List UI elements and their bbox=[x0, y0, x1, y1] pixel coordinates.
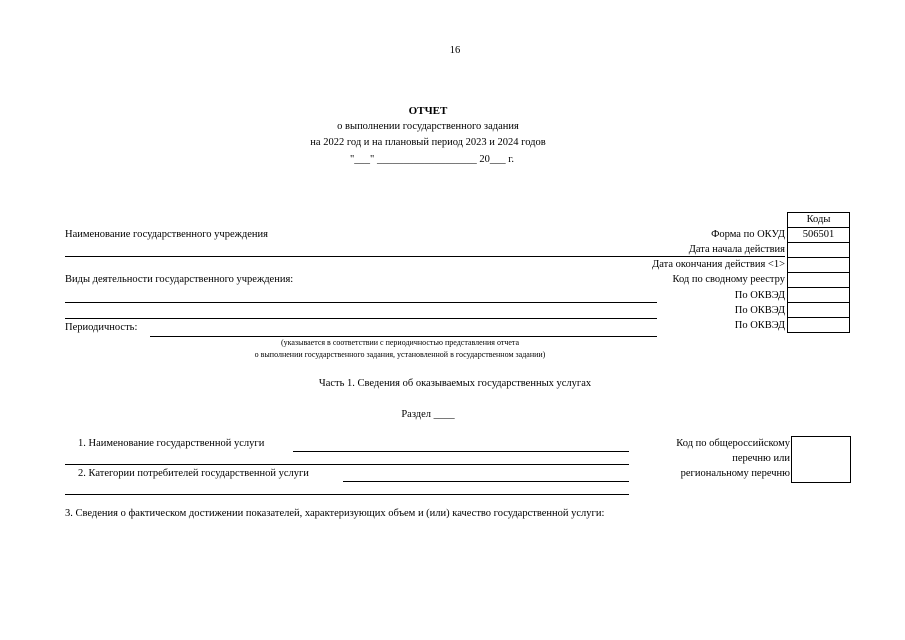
label-start-date: Дата начала действия bbox=[688, 244, 785, 255]
item1-label: 1. Наименование государственной услуги bbox=[78, 438, 265, 449]
activities-line-1 bbox=[65, 302, 657, 303]
start-date-cell bbox=[788, 243, 850, 258]
report-date-line: "___" ___________________ 20___ г. bbox=[350, 154, 514, 165]
periodicity-note-1: (указывается в соответствии с периодичностью представления отчета bbox=[280, 338, 520, 347]
section-label: Раздел ____ bbox=[401, 409, 455, 420]
item2-label: 2. Категории потребителей государственной услуги bbox=[78, 468, 309, 479]
item1-line-2 bbox=[65, 464, 629, 465]
item1-line bbox=[293, 451, 629, 452]
report-title: ОТЧЕТ bbox=[408, 105, 448, 117]
code-label-2: перечню или bbox=[732, 453, 790, 464]
code-label-3: региональному перечню bbox=[680, 468, 790, 479]
okved3-cell bbox=[788, 318, 850, 333]
activities-label: Виды деятельности государственного учреждения: bbox=[65, 274, 294, 285]
end-date-cell bbox=[788, 258, 850, 273]
page-number: 16 bbox=[449, 45, 461, 56]
code-label-1: Код по общероссийскому bbox=[676, 438, 790, 449]
label-registry: Код по сводному реестру bbox=[672, 274, 785, 285]
periodicity-line bbox=[150, 336, 657, 337]
codes-header: Коды bbox=[788, 213, 850, 228]
activities-line-2 bbox=[65, 318, 657, 319]
registry-cell bbox=[788, 273, 850, 288]
okved1-cell bbox=[788, 288, 850, 303]
label-okved-2: По ОКВЭД bbox=[734, 305, 785, 316]
institution-name-line bbox=[65, 256, 785, 257]
label-okved-1: По ОКВЭД bbox=[734, 290, 785, 301]
codes-table bbox=[787, 212, 850, 333]
periodicity-note-2: о выполнении государственного задания, установленной в государственном задании) bbox=[254, 350, 546, 359]
periodicity-label: Периодичность: bbox=[65, 322, 138, 333]
report-subtitle-1: о выполнении государственного задания bbox=[337, 121, 519, 132]
item2-line bbox=[343, 481, 629, 482]
part1-title: Часть 1. Сведения об оказываемых государственных услугах bbox=[318, 378, 592, 389]
report-subtitle-2: на 2022 год и на плановый период 2023 и 2024 годов bbox=[310, 137, 546, 148]
service-code-box bbox=[791, 436, 851, 483]
item3-label: 3. Сведения о фактическом достижении показателей, характеризующих объем и (или) качество государственной услуги: bbox=[65, 508, 605, 519]
label-okud: Форма по ОКУД bbox=[711, 229, 785, 240]
okud-value: 506501 bbox=[788, 228, 850, 243]
okved2-cell bbox=[788, 303, 850, 318]
item2-line-2 bbox=[65, 494, 629, 495]
label-okved-3: По ОКВЭД bbox=[734, 320, 785, 331]
label-end-date: Дата окончания действия <1> bbox=[652, 259, 785, 270]
institution-name-label: Наименование государственного учреждения bbox=[65, 229, 268, 240]
